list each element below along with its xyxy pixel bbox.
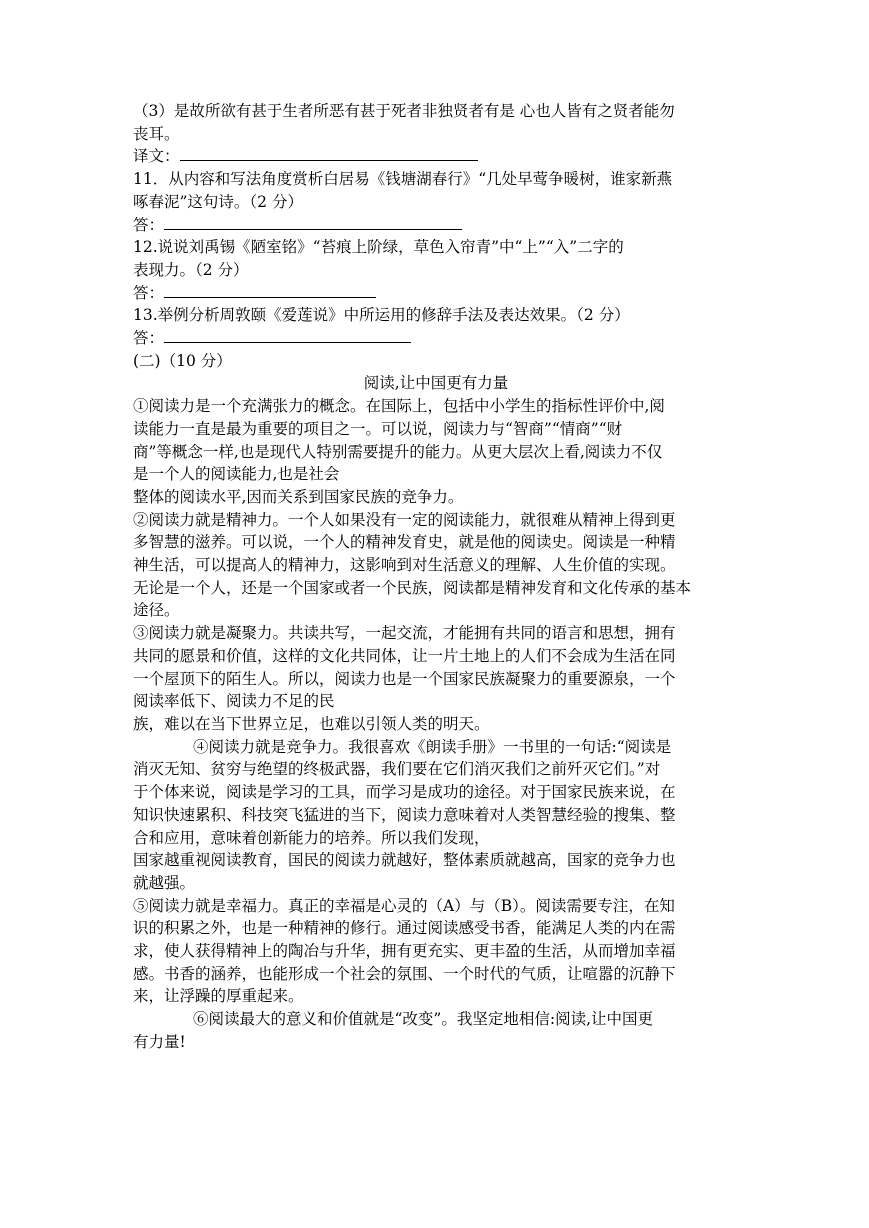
p4-line-6: 国家越重视阅读教育，国民的阅读力就越好，整体素质就越高，国家的竞争力也 (133, 851, 676, 870)
p5-line-1: ⑤阅读力就是幸福力。真正的幸福是心灵的（A）与（B）。阅读需要专注，在知 (133, 896, 675, 915)
p6-line-1: ⑥阅读最大的意义和价值就是“改变”。我坚定地相信:阅读,让中国更 (193, 1010, 653, 1029)
translation-row (133, 145, 739, 168)
p1-line-3: 商”等概念一样,也是现代人特别需要提升的能力。从更大层次上看,阅读力不仅 (133, 442, 663, 461)
p1-line-2: 读能力一直是最为重要的项目之一。可以说，阅读力与“智商”“情商”“财 (133, 419, 623, 438)
p4-line-3: 于个体来说，阅读是学习的工具，而学习是成功的途径。对于国家民族来说，在 (133, 783, 676, 802)
q12-line-1: 12.说说刘禹锡《陋室铭》“苔痕上阶绿，草色入帘青”中“上”“入”二字的 (133, 238, 624, 257)
passage-title: 阅读,让中国更有力量 (363, 374, 509, 393)
p2-line-5: 途径。 (133, 601, 180, 620)
p2-line-2: 多智慧的滋养。可以说，一个人的精神发育史，就是他的阅读史。阅读是一种精 (133, 533, 676, 552)
p5-line-3: 求，使人获得精神上的陶冶与升华，拥有更充实、更丰盈的生活，从而增加幸福 (133, 942, 676, 961)
q11-answer-blank[interactable] (164, 215, 462, 230)
q12-line-2: 表现力。（2 分） (133, 260, 249, 279)
q3-line-1: （3）是故所欲有甚于生者所恶有甚于死者非独贤者有是 心也人皆有之贤者能勿 (133, 102, 675, 120)
q13-answer-label: 答： (133, 329, 165, 348)
q12-answer-blank[interactable] (164, 283, 376, 298)
q13-answer-row (133, 327, 739, 350)
p4-line-2: 消灭无知、贫穷与绝望的终极武器，我们要在它们消灭我们之前歼灭它们。”对 (133, 760, 661, 779)
p1-line-4: 是一个人的阅读能力,也是社会 (133, 465, 340, 484)
q11-answer-row (133, 214, 739, 237)
p3-line-5: 族，难以在当下世界立足，也难以引领人类的明天。 (133, 714, 490, 733)
p2-line-3: 神生活，可以提高人的精神力，这影响到对生活意义的理解、人生价值的实现。 (133, 556, 676, 575)
q11-line-2: 啄春泥”这句诗。（2 分） (133, 192, 303, 211)
p1-line-1: ①阅读力是一个充满张力的概念。在国际上，包括中小学生的指标性评价中,阅 (133, 397, 665, 416)
p4-line-4: 知识快速累积、科技突飞猛进的当下，阅读力意味着对人类智慧经验的搜集、整 (133, 805, 676, 824)
q13-answer-blank[interactable] (164, 328, 411, 343)
p4-line-5: 合和应用，意味着创新能力的培养。所以我们发现， (133, 828, 490, 847)
p4-line-1: ④阅读力就是竞争力。我很喜欢《朗读手册》一书里的一句话:“阅读是 (193, 737, 672, 756)
p3-line-4: 阅读率低下、阅读力不足的民 (133, 692, 335, 711)
translation-label: 译文： (133, 147, 180, 166)
p3-line-3: 一个屋顶下的陌生人。所以，阅读力也是一个国家民族凝聚力的重要源泉，一个 (133, 669, 676, 688)
p1-line-5: 整体的阅读水平,因而关系到国家民族的竞争力。 (133, 487, 464, 506)
translation-answer-blank[interactable] (180, 146, 478, 161)
section-2-header: (二)（10 分） (133, 351, 232, 370)
p5-line-2: 识的积累之外，也是一种精神的修行。通过阅读感受书香，能满足人类的内在需 (133, 919, 676, 938)
q13-line-1: 13.举例分析周敦颐《爱莲说》中所运用的修辞手法及表达效果。（2 分） (133, 306, 630, 325)
p3-line-1: ③阅读力就是凝聚力。共读共写，一起交流，才能拥有共同的语言和思想，拥有 (133, 624, 676, 643)
q3-line-2: 丧耳。 (133, 124, 180, 143)
p5-line-4: 感。书香的涵养，也能形成一个社会的氛围、一个时代的气质，让喧嚣的沉静下 (133, 964, 676, 983)
q12-answer-label: 答： (133, 283, 165, 302)
q11-line-1: 11．从内容和写法角度赏析白居易《钱塘湖春行》“几处早莺争暖树，谁家新燕 (133, 170, 673, 189)
p6-line-2: 有力量! (133, 1032, 186, 1051)
p2-line-1: ②阅读力就是精神力。一个人如果没有一定的阅读能力，就很难从精神上得到更 (133, 510, 676, 529)
p4-line-7: 就越强。 (133, 873, 196, 892)
p2-line-4: 无论是一个人，还是一个国家或者一个民族，阅读都是精神发育和文化传承的基本 (133, 578, 692, 597)
p3-line-2: 共同的愿景和价值，这样的文化共同体，让一片土地上的人们不会成为生活在同 (133, 646, 676, 665)
p5-line-5: 来，让浮躁的厚重起来。 (133, 987, 304, 1006)
q11-answer-label: 答： (133, 215, 165, 234)
q12-answer-row (133, 282, 739, 305)
